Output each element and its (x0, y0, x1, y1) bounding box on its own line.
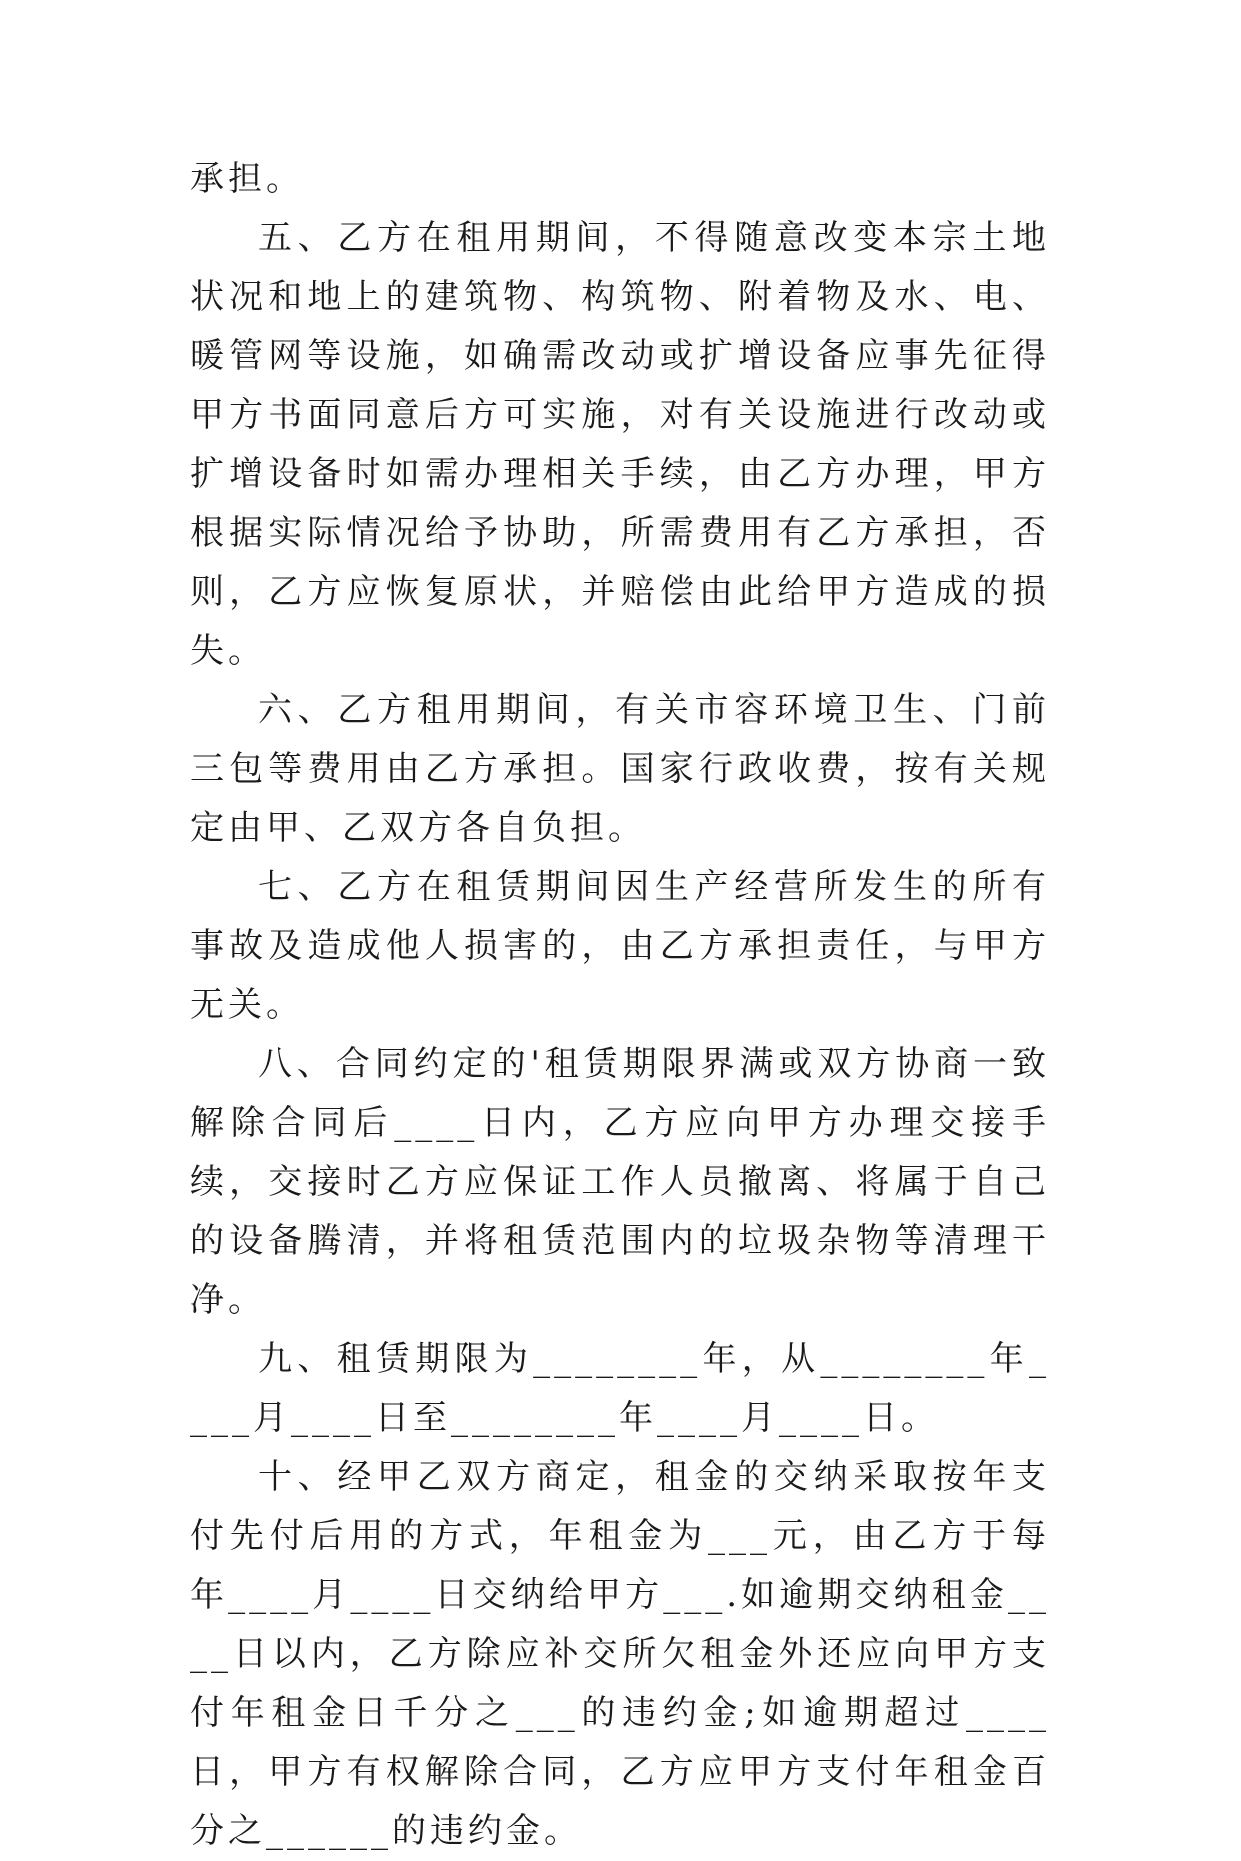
paragraph-clause-8: 八、合同约定的'租赁期限界满或双方协商一致解除合同后____日内，乙方应向甲方办理交接手续，交接时乙方应保证工作人员撤离、将属于自己的设备腾清，并将租赁范围内的垃圾杂物等清理干净。 (190, 1044, 1050, 1320)
paragraph-clause-6: 六、乙方租用期间，有关市容环境卫生、门前三包等费用由乙方承担。国家行政收费，按有关规定由甲、乙双方各自负担。 (190, 690, 1050, 848)
paragraph-continuation: 承担。 (190, 159, 304, 199)
paragraph-clause-5: 五、乙方在租用期间，不得随意改变本宗土地状况和地上的建筑物、构筑物、附着物及水、电、暖管网等设施，如确需改动或扩增设备应事先征得甲方书面同意后方可实施，对有关设施进行改动或扩增设备时如需办理相关手续，由乙方办理，甲方根据实际情况给予协助，所需费用有乙方承担，否则，乙方应恢复原状，并赔偿由此给甲方造成的损失。 (190, 218, 1050, 671)
paragraph-clause-10: 十、经甲乙双方商定，租金的交纳采取按年支付先付后用的方式，年租金为___元，由乙方于每年____月____日交纳给甲方___.如逾期交纳租金____日以内，乙方除应补交所欠租金外还应向甲方支付年租金日千分之___的违约金;如逾期超过____日，甲方有权解除合同，乙方应甲方支付年租金百分之______的违约金。 (190, 1457, 1050, 1851)
paragraph-clause-7: 七、乙方在租赁期间因生产经营所发生的所有事故及造成他人损害的，由乙方承担责任，与甲方无关。 (190, 867, 1050, 1025)
contract-body (190, 150, 1050, 1861)
paragraph-clause-9: 九、租赁期限为________年，从________年____月____日至________年____月____日。 (190, 1339, 1050, 1438)
